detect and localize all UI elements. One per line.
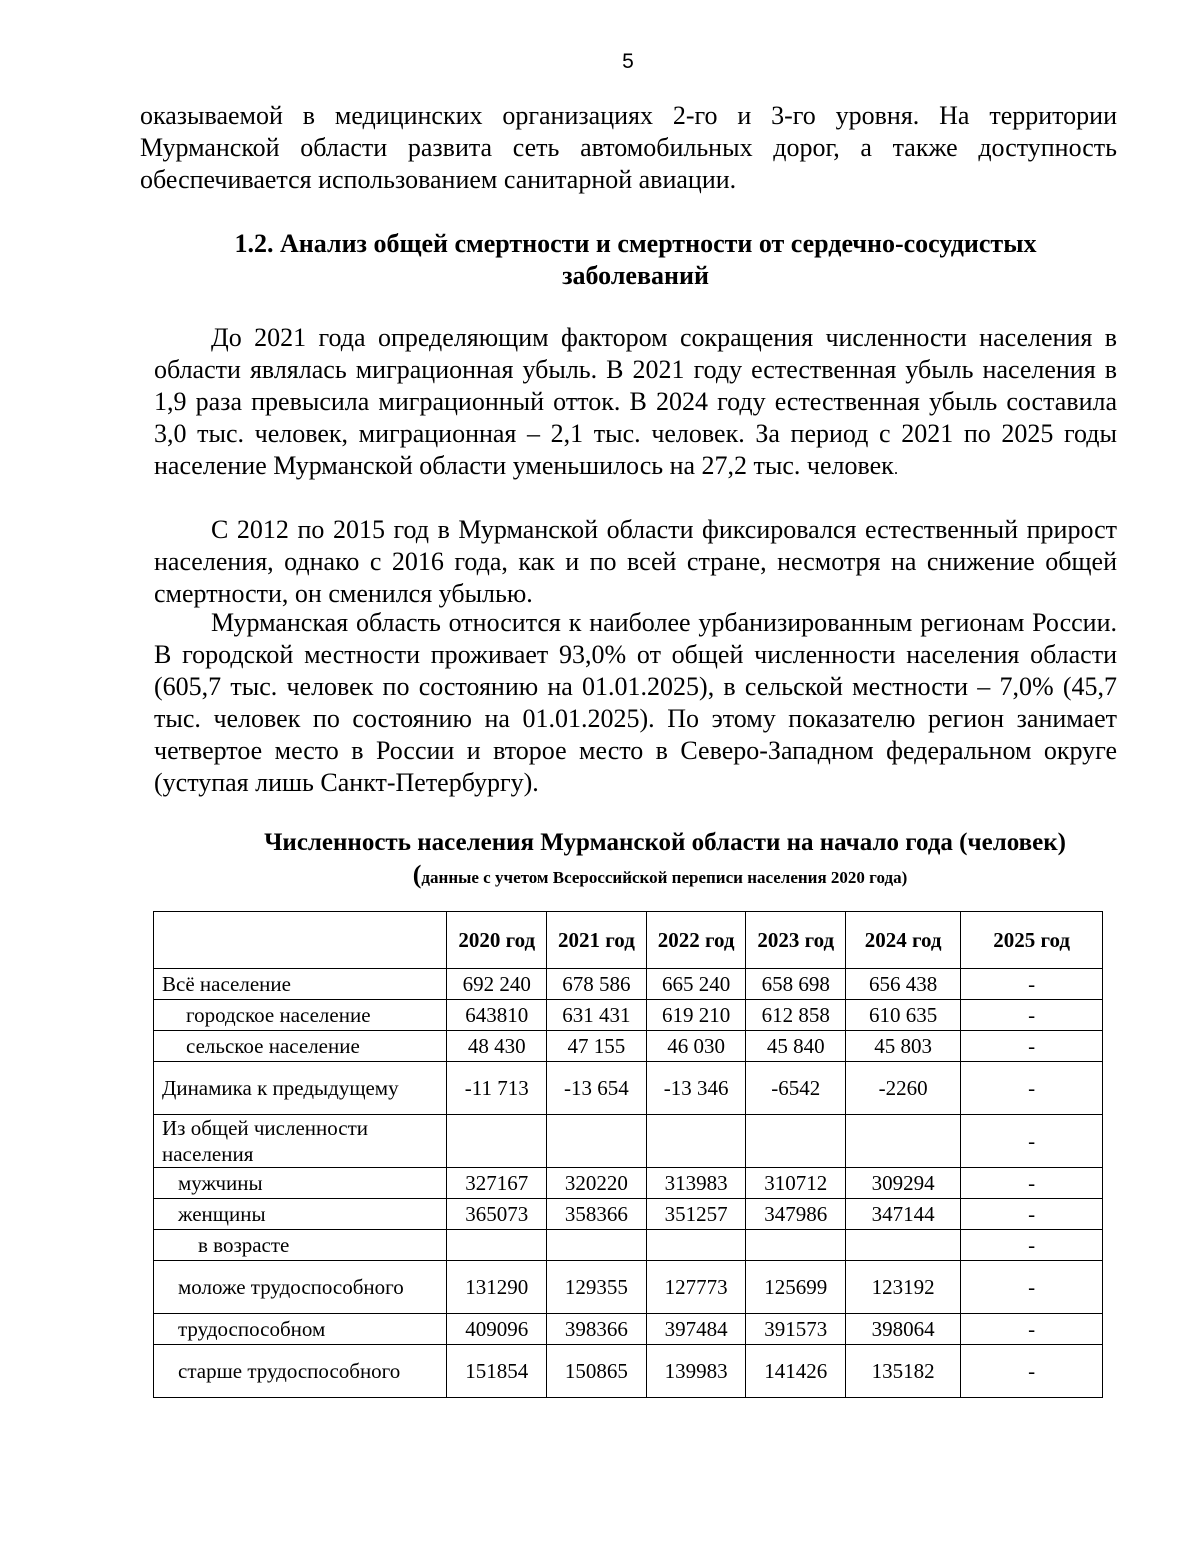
table-cell: 631 431 — [547, 1000, 647, 1031]
table-row — [154, 1314, 1103, 1345]
row-label: сельское население — [154, 1031, 447, 1062]
section-heading — [154, 228, 1117, 292]
table-cell — [447, 1115, 547, 1168]
table-cell: 397484 — [646, 1314, 746, 1345]
row-label: в возрасте — [154, 1230, 447, 1261]
table-cell: 131290 — [447, 1261, 547, 1314]
table-row — [154, 1031, 1103, 1062]
table-cell: 643810 — [447, 1000, 547, 1031]
table-cell: 48 430 — [447, 1031, 547, 1062]
table-cell: -11 713 — [447, 1062, 547, 1115]
paragraph-migration-text: До 2021 года определяющим фактором сокращения численности населения в области являлась миграционная убыль. В 2021 году естественная убыль населения в 1,9 раза превысила миграционный отток. В 2024 году естественная убыль составила 3,0 тыс. человек, миграционная – 2,1 тыс. человек. За период с 2021 по 2025 годы население Мурманской области уменьшилось на 27,2 тыс. человек — [154, 323, 1117, 480]
section-heading-line1: 1.2. Анализ общей смертности и смертности от сердечно-сосудистых — [234, 229, 1037, 258]
row-label: трудоспособном — [154, 1314, 447, 1345]
table-row — [154, 1000, 1103, 1031]
table-cell: 123192 — [846, 1261, 961, 1314]
table-cell: 398064 — [846, 1314, 961, 1345]
table-cell: - — [961, 1314, 1103, 1345]
table-cell: 347144 — [846, 1199, 961, 1230]
table-cell: 135182 — [846, 1345, 961, 1398]
table-cell: 409096 — [447, 1314, 547, 1345]
table-cell: 313983 — [646, 1168, 746, 1199]
table-cell: -6542 — [746, 1062, 846, 1115]
table-cell: 665 240 — [646, 969, 746, 1000]
row-label: городское население — [154, 1000, 447, 1031]
table-header-cell: 2024 год — [846, 912, 961, 969]
table-cell — [746, 1230, 846, 1261]
table-title: Численность населения Мурманской области на начало года (человек) — [264, 829, 1066, 856]
table-cell: 151854 — [447, 1345, 547, 1398]
table-subtitle-paren: ( — [412, 860, 422, 889]
table-row — [154, 1199, 1103, 1230]
table-cell: 127773 — [646, 1261, 746, 1314]
table-header-cell: 2021 год — [547, 912, 647, 969]
table-cell: 612 858 — [746, 1000, 846, 1031]
table-cell — [746, 1115, 846, 1168]
row-label: Динамика к предыдущему — [154, 1062, 447, 1115]
table-cell: 47 155 — [547, 1031, 647, 1062]
table-cell: 125699 — [746, 1261, 846, 1314]
table-row — [154, 1115, 1103, 1168]
table-cell: 320220 — [547, 1168, 647, 1199]
table-cell — [646, 1230, 746, 1261]
population-table — [153, 911, 1103, 1398]
table-cell: 310712 — [746, 1168, 846, 1199]
table-cell: - — [961, 969, 1103, 1000]
table-cell: 327167 — [447, 1168, 547, 1199]
table-row — [154, 1261, 1103, 1314]
table-cell: - — [961, 1345, 1103, 1398]
table-cell — [846, 1115, 961, 1168]
table-cell: 45 803 — [846, 1031, 961, 1062]
table-cell: 391573 — [746, 1314, 846, 1345]
table-cell: 347986 — [746, 1199, 846, 1230]
intro-paragraph: оказываемой в медицинских организациях 2-го и 3-го уровня. На территории Мурманской области развита сеть автомобильных дорог, а также доступность обеспечивается использованием санитарной авиации. — [140, 101, 1117, 194]
table-cell: 129355 — [547, 1261, 647, 1314]
table-row — [154, 1345, 1103, 1398]
table-cell: 658 698 — [746, 969, 846, 1000]
row-label: моложе трудоспособного — [154, 1261, 447, 1314]
table-cell: 656 438 — [846, 969, 961, 1000]
table-row — [154, 1230, 1103, 1261]
table-cell: 45 840 — [746, 1031, 846, 1062]
table-cell — [646, 1115, 746, 1168]
table-cell: 46 030 — [646, 1031, 746, 1062]
table-cell: 619 210 — [646, 1000, 746, 1031]
table-cell: -2260 — [846, 1062, 961, 1115]
paragraph-migration — [154, 322, 1117, 485]
table-cell: 692 240 — [447, 969, 547, 1000]
table-row — [154, 969, 1103, 1000]
table-cell: 365073 — [447, 1199, 547, 1230]
table-cell: 141426 — [746, 1345, 846, 1398]
table-cell: - — [961, 1230, 1103, 1261]
table-header-cell: 2023 год — [746, 912, 846, 969]
paragraph-urbanization: Мурманская область относится к наиболее урбанизированным регионам России. В городской местности проживает 93,0% от общей численности населения области (605,7 тыс. человек по состоянию на 01.01.2025), в сельской местности – 7,0% (45,7 тыс. человек по состоянию на 01.01.2025). По этому показателю регион занимает четвертое место в России и второе место в Северо-Западном федеральном округе (уступая лишь Санкт-Петербургу). — [154, 608, 1117, 797]
paragraph-natural-growth: С 2012 по 2015 год в Мурманской области фиксировался естественный прирост населения, однако с 2016 года, как и по всей стране, несмотря на снижение общей смертности, он сменился убылью. — [154, 515, 1117, 608]
table-cell: 309294 — [846, 1168, 961, 1199]
table-cell: - — [961, 1062, 1103, 1115]
table-cell: - — [961, 1168, 1103, 1199]
row-label: Всё население — [154, 969, 447, 1000]
table-cell: -13 346 — [646, 1062, 746, 1115]
table-cell: - — [961, 1199, 1103, 1230]
table-cell: -13 654 — [547, 1062, 647, 1115]
table-header-cell: 2022 год — [646, 912, 746, 969]
row-label: женщины — [154, 1199, 447, 1230]
row-label: старше трудоспособного — [154, 1345, 447, 1398]
section-heading-line2: заболеваний — [562, 261, 709, 290]
table-cell — [547, 1230, 647, 1261]
table-header-row — [154, 912, 1103, 969]
page-number: 5 — [622, 50, 634, 73]
table-subtitle-text: данные с учетом Всероссийской переписи населения 2020 года) — [421, 868, 908, 887]
table-header-cell: 2020 год — [447, 912, 547, 969]
table-cell: - — [961, 1000, 1103, 1031]
table-cell — [447, 1230, 547, 1261]
table-cell: 139983 — [646, 1345, 746, 1398]
table-row — [154, 1062, 1103, 1115]
row-label: Из общей численности населения — [154, 1115, 447, 1168]
table-cell: 398366 — [547, 1314, 647, 1345]
table-cell: - — [961, 1031, 1103, 1062]
table-cell: 351257 — [646, 1199, 746, 1230]
table-cell: - — [961, 1261, 1103, 1314]
table-cell — [846, 1230, 961, 1261]
row-label: мужчины — [154, 1168, 447, 1199]
table-cell: 610 635 — [846, 1000, 961, 1031]
table-cell: 150865 — [547, 1345, 647, 1398]
table-cell: 358366 — [547, 1199, 647, 1230]
table-subtitle — [360, 862, 960, 891]
table-header-cell: 2025 год — [961, 912, 1103, 969]
table-row — [154, 1168, 1103, 1199]
table-cell: - — [961, 1115, 1103, 1168]
table-cell — [547, 1115, 647, 1168]
paragraph-migration-period: . — [893, 459, 899, 478]
table-header-cell — [154, 912, 447, 969]
table-cell: 678 586 — [547, 969, 647, 1000]
